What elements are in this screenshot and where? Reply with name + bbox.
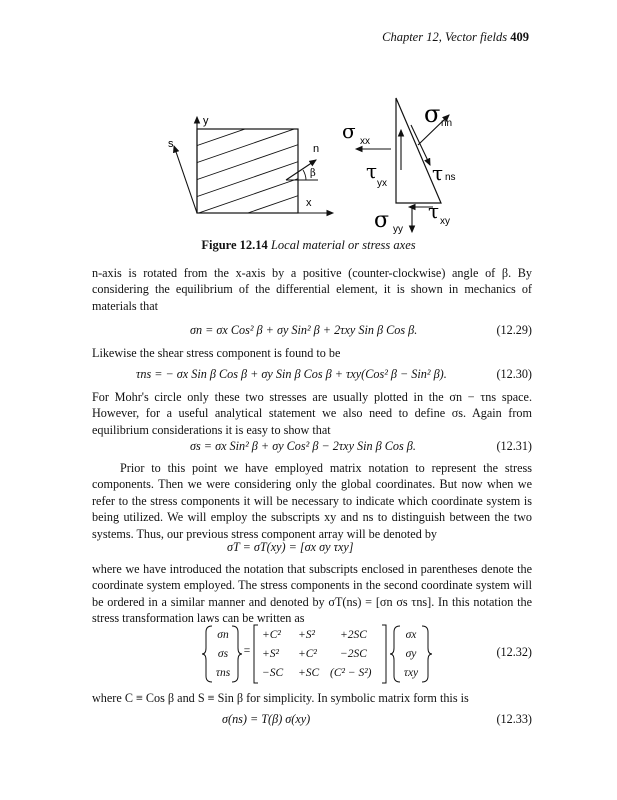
equation-body: σT = σT(xy) = [σx σy τxy] bbox=[227, 540, 354, 554]
label-nn: nn bbox=[441, 118, 453, 129]
rhs-entry: σy bbox=[405, 648, 417, 660]
equation-body: σ(ns) = T(β) σ(xy) bbox=[222, 712, 311, 726]
label-xx: xx bbox=[360, 136, 370, 147]
equation-12-29 bbox=[92, 323, 532, 339]
arrow-tau-ns bbox=[411, 125, 430, 165]
matrix-cell: −SC bbox=[262, 667, 284, 679]
lhs-entry: σs bbox=[217, 648, 229, 660]
label-yy: yy bbox=[393, 224, 403, 235]
rhs-entry: τxy bbox=[403, 667, 419, 679]
label-sigma-yy: σ bbox=[374, 208, 390, 233]
paragraph-4: Prior to this point we have employed matrix notation to represent the stress components. Then we were considering only the global coordinates. But now when we refer to the stress components it will be necessary to indicate which coordinate system is being utilized. We will employ the subscripts xy and ns to distinguish between the two systems. Thus, our previous stress component array will be denoted by bbox=[92, 461, 532, 541]
label-n: n bbox=[313, 143, 320, 155]
paragraph-1: n-axis is rotated from the x-axis by a positive (counter-clockwise) angle of β. By considering the equilibrium of the differential element, it is shown in mechanics of materials that bbox=[92, 266, 532, 313]
equation-number: (12.32) bbox=[496, 645, 532, 659]
matrix-cell: +C² bbox=[262, 629, 281, 641]
label-beta: β bbox=[310, 168, 316, 179]
matrix-row bbox=[258, 626, 382, 645]
stress-axes-figure bbox=[0, 0, 617, 260]
label-tau-yx: τ bbox=[366, 159, 378, 183]
equation-number: (12.30) bbox=[496, 367, 532, 381]
equation-12-31 bbox=[92, 439, 532, 455]
label-x: x bbox=[306, 197, 312, 209]
beta-arc bbox=[303, 170, 306, 180]
equation-number: (12.29) bbox=[496, 323, 532, 337]
figure-number: Figure 12.14 bbox=[201, 238, 268, 252]
matrix-cell: +C² bbox=[298, 648, 317, 660]
matrix-cell: −2SC bbox=[340, 648, 367, 660]
equation-12-33 bbox=[92, 712, 532, 728]
matrix-row bbox=[258, 645, 382, 664]
transformation-matrix-equation bbox=[200, 624, 532, 684]
label-s: s bbox=[168, 138, 174, 150]
equation-stress-array bbox=[92, 540, 532, 556]
equals-sign: = bbox=[243, 645, 251, 657]
equation-12-30 bbox=[92, 367, 532, 383]
transformation-matrix bbox=[258, 626, 382, 683]
equation-body: σn = σx Cos² β + σy Sin² β + 2τxy Sin β Cos β. bbox=[190, 323, 418, 337]
lhs-entry: σn bbox=[217, 629, 229, 641]
paragraph-6: where C ≡ Cos β and S ≡ Sin β for simplicity. In symbolic matrix form this is bbox=[92, 691, 469, 705]
figure-caption-text: Local material or stress axes bbox=[270, 238, 416, 252]
matrix-rhs-vector bbox=[399, 626, 423, 683]
paragraph-2: Likewise the shear stress component is found to be bbox=[92, 346, 341, 360]
equation-body: σs = σx Sin² β + σy Cos² β − 2τxy Sin β Cos β. bbox=[190, 439, 416, 453]
label-xy: xy bbox=[440, 216, 450, 227]
matrix-cell: +SC bbox=[298, 667, 320, 679]
equation-body: τns = − σx Sin β Cos β + σy Sin β Cos β + τxy(Cos² β − Sin² β). bbox=[136, 367, 447, 381]
label-ns: ns bbox=[445, 172, 456, 183]
label-tau-xy: τ bbox=[428, 199, 440, 223]
label-tau-ns: τ bbox=[432, 161, 444, 185]
equation-number: (12.33) bbox=[496, 712, 532, 726]
rhs-entry: σx bbox=[405, 629, 417, 641]
matrix-cell: +S² bbox=[262, 648, 279, 660]
paragraph-3: For Mohr's circle only these two stresses are usually plotted in the σn − τns space. However, for a useful analytical statement we also need to define σs. Again from equilibrium considerations it is easy to show that bbox=[92, 390, 532, 437]
page-number: 409 bbox=[510, 30, 529, 44]
label-sigma-xx: σ bbox=[342, 119, 356, 143]
label-yx: yx bbox=[377, 178, 387, 189]
matrix-cell: +S² bbox=[298, 629, 315, 641]
label-y: y bbox=[203, 115, 209, 127]
label-sigma-nn: σ bbox=[424, 100, 441, 128]
lhs-entry: τns bbox=[215, 667, 231, 679]
figure-caption bbox=[0, 238, 617, 253]
chapter-title: Chapter 12, Vector fields bbox=[382, 30, 508, 44]
s-axis-arrow bbox=[174, 146, 197, 213]
matrix-cell: +2SC bbox=[340, 629, 367, 641]
stress-element-square bbox=[197, 129, 298, 213]
matrix-lhs-vector bbox=[210, 626, 236, 683]
equation-number: (12.31) bbox=[496, 439, 532, 453]
paragraph-5: where we have introduced the notation that subscripts enclosed in parentheses denote the coordinate system employed. The stress components in the second coordinate system will be ordered in a similar manner and denoted by σT(ns) = [σn σs τns]. In this notation the stress transformation laws can be written as bbox=[92, 562, 532, 626]
matrix-cell: (C² − S²) bbox=[330, 667, 372, 679]
matrix-row bbox=[258, 664, 382, 683]
